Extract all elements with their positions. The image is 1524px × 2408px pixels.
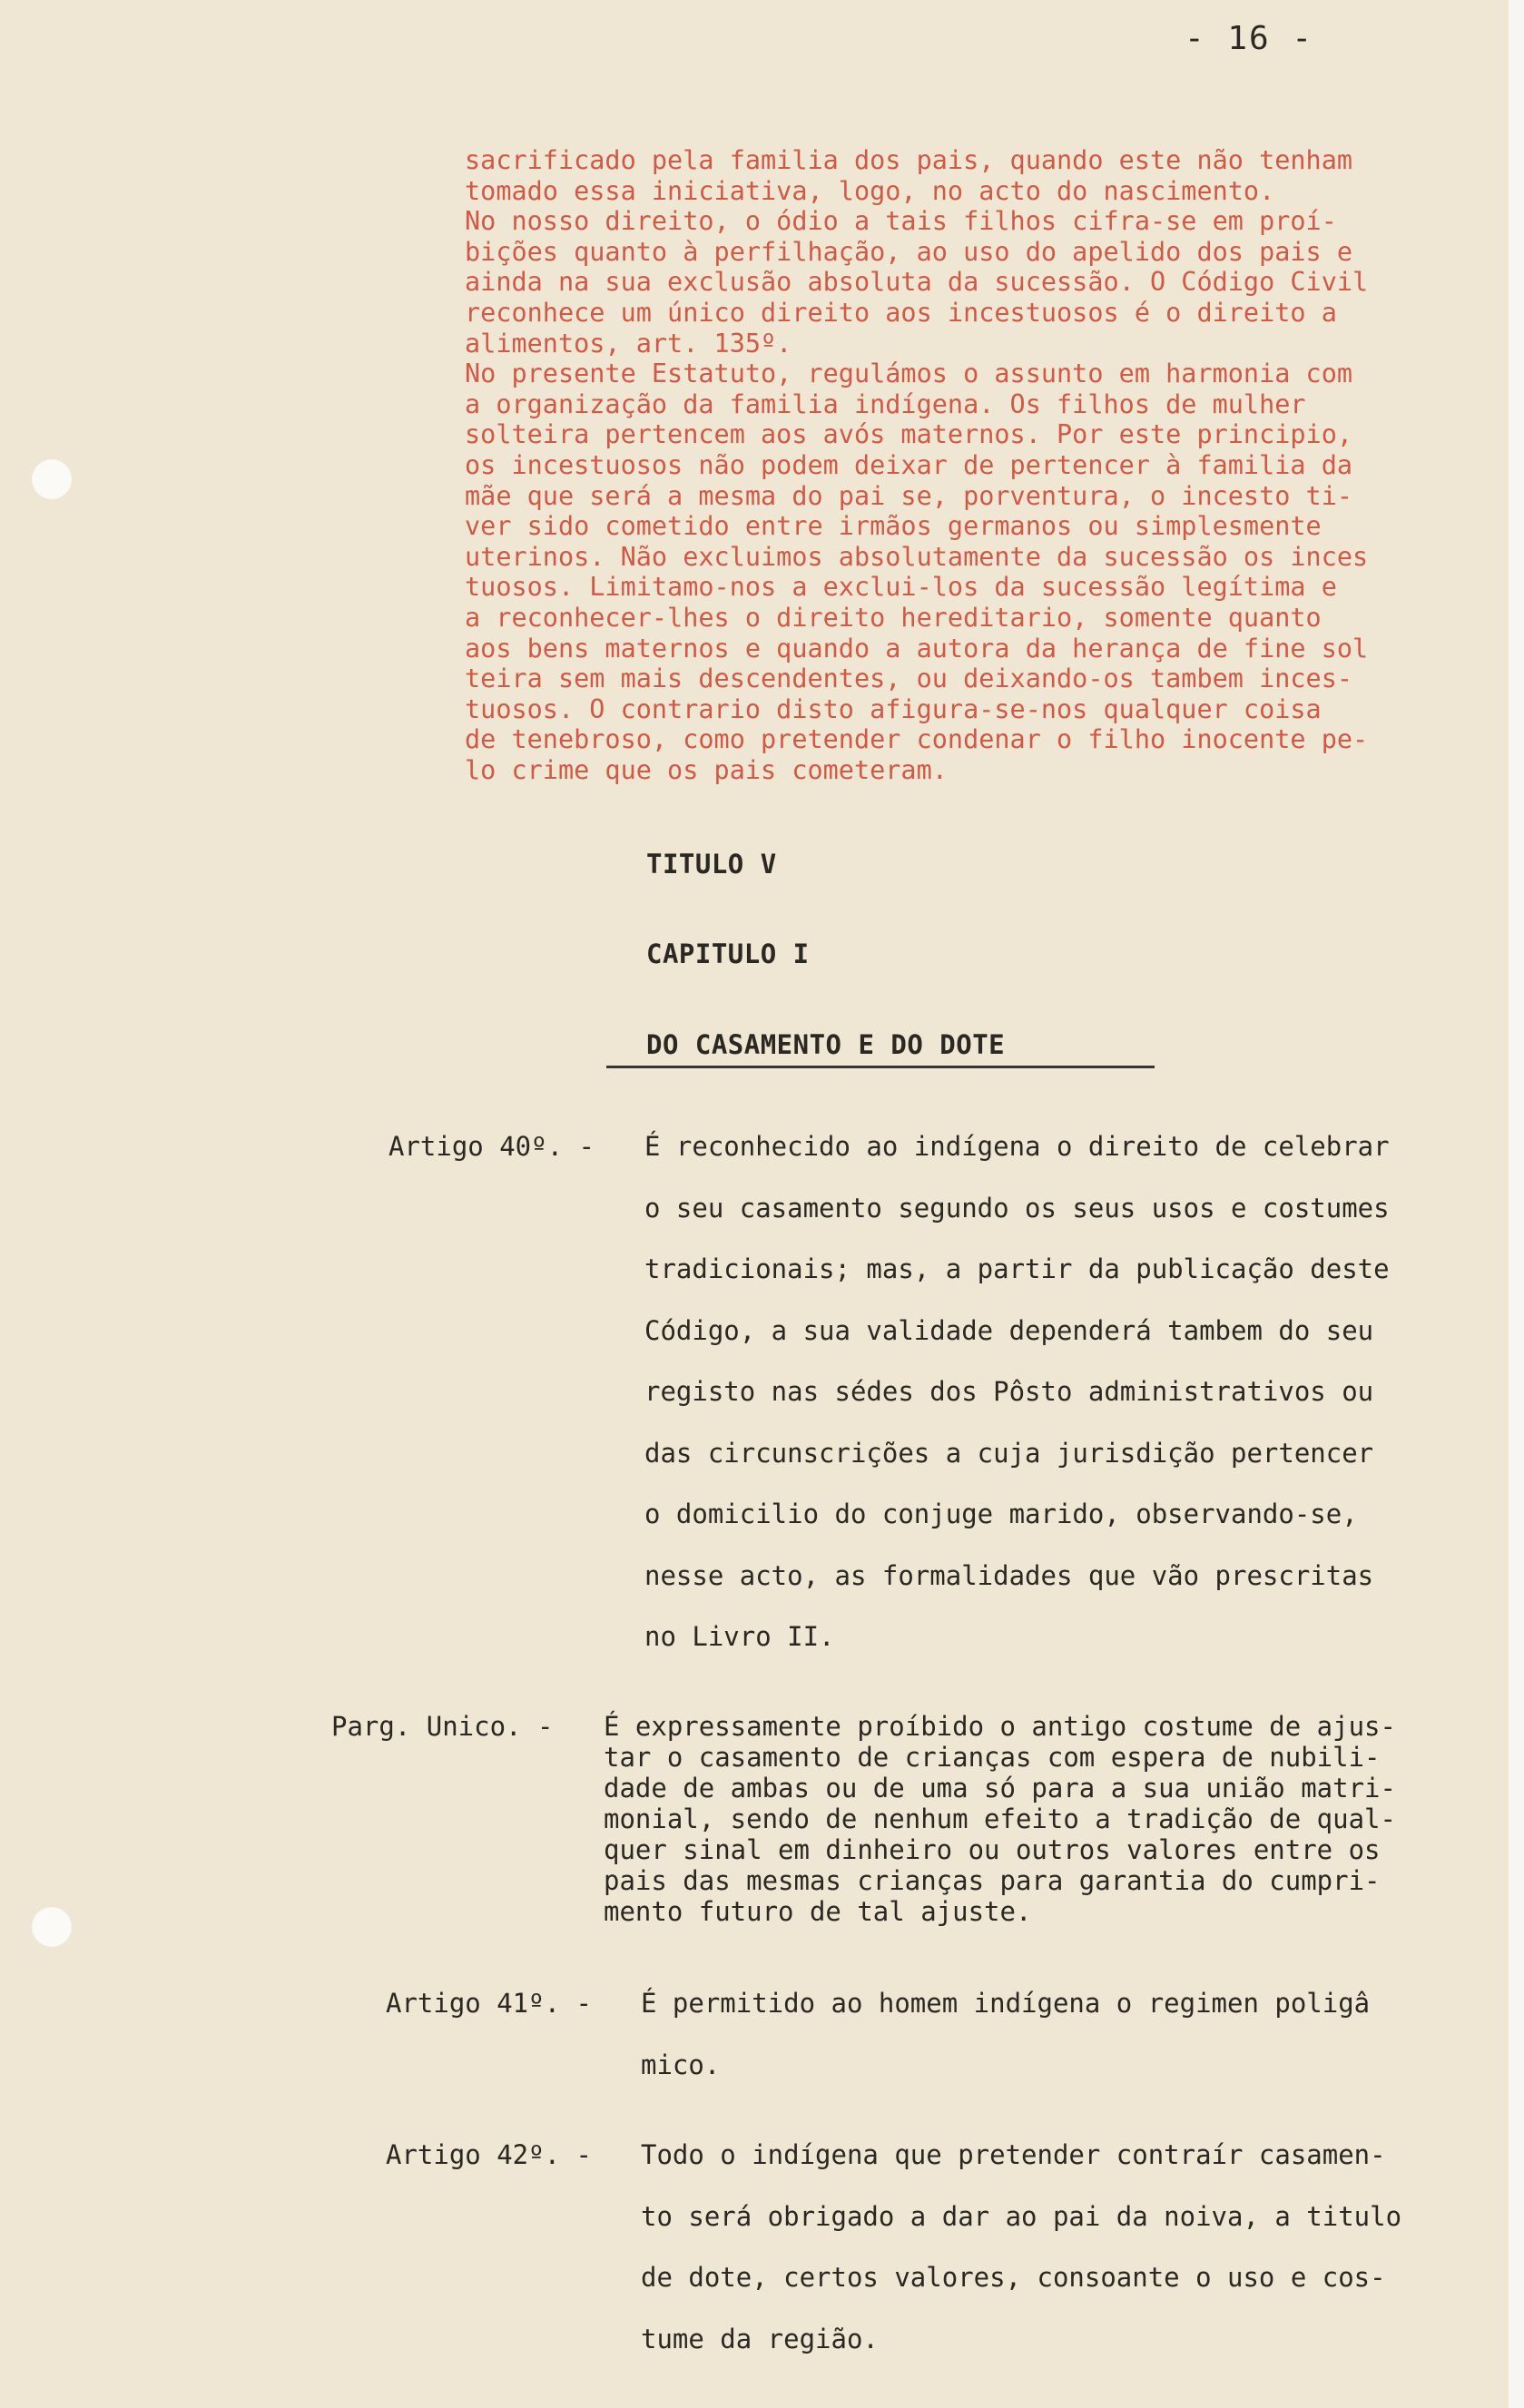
article-40-line: É reconhecido ao indígena o direito de celebrar — [644, 1131, 1390, 1162]
red-paragraph-line: aos bens maternos e quando a autora da herança de fine sol — [465, 633, 1369, 663]
heading-underline — [606, 1066, 1155, 1068]
red-paragraph-line: solteira pertencem aos avós maternos. Por este principio, — [465, 419, 1353, 450]
article-40-line: tradicionais; mas, a partir da publicação deste — [644, 1253, 1390, 1284]
paragraph-unico-line: dade de ambas ou de uma só para a sua união matri- — [604, 1773, 1396, 1804]
red-paragraph-line: bições quanto à perfilhação, ao uso do apelido dos pais e — [465, 236, 1353, 267]
article-42-label: Artigo 42º. - — [386, 2139, 592, 2170]
red-paragraph-line: No presente Estatuto, regulámos o assunto em harmonia com — [465, 359, 1353, 389]
article-41-line: É permitido ao homem indígena o regimen poligâ — [641, 1988, 1371, 2019]
red-paragraph-line: os incestuosos não podem deixar de pertencer à familia da — [465, 449, 1353, 480]
page-number: - 16 - — [1185, 20, 1314, 57]
article-40-line: o domicilio do conjuge marido, observando-se, — [644, 1499, 1358, 1529]
article-41-text — [641, 1988, 1512, 2110]
article-40-line: registo nas sédes dos Pôsto administrativos ou — [644, 1376, 1374, 1407]
red-paragraph-line: alimentos, art. 135º. — [465, 328, 792, 359]
red-paragraph-line: a organização da familia indígena. Os filhos de mulher — [465, 388, 1306, 419]
article-42-line: de dote, certos valores, consoante o uso e cos- — [641, 2262, 1386, 2293]
red-paragraph-line: ver sido cometido entre irmãos germanos ou simplesmente — [465, 511, 1322, 542]
red-paragraph-line: tuosos. O contrario disto afigura-se-nos qualquer coisa — [465, 693, 1322, 724]
chapter-subject-heading: DO CASAMENTO E DO DOTE — [646, 1029, 1006, 1060]
article-42-line: Todo o indígena que pretender contraír casamen- — [641, 2139, 1386, 2170]
paragraph-unico-line: monial, sendo de nenhum efeito a tradição de qual- — [604, 1804, 1396, 1834]
article-40-label: Artigo 40º. - — [388, 1131, 595, 1162]
article-40-text — [644, 1131, 1516, 1683]
red-paragraph-line: tomado essa iniciativa, logo, no acto do nascimento. — [465, 175, 1275, 206]
red-paragraph-line: reconhece um único direito aos incestuosos é o direito a — [465, 297, 1337, 328]
red-paragraph-line: de tenebroso, como pretender condenar o filho inocente pe- — [465, 724, 1369, 755]
red-paragraph-line: lo crime que os pais cometeram. — [465, 754, 948, 785]
article-40-line: nesse acto, as formalidades que vão prescritas — [644, 1559, 1374, 1591]
red-paragraph — [465, 145, 1518, 785]
article-40-line: das circunscrições a cuja jurisdição pertencer — [644, 1437, 1374, 1469]
article-40-line: no Livro II. — [644, 1621, 835, 1652]
article-40-line: Código, a sua validade dependerá tambem do seu — [644, 1314, 1374, 1346]
paragraph-unico-label: Parg. Unico. - — [331, 1711, 554, 1742]
red-paragraph-line: No nosso direito, o ódio a tais filhos cifra-se em proí- — [465, 206, 1337, 237]
red-paragraph-line: sacrificado pela familia dos pais, quando este não tenham — [465, 145, 1353, 175]
red-paragraph-line: uterinos. Não excluimos absolutamente da sucessão os inces — [465, 541, 1369, 572]
red-paragraph-line: tuosos. Limitamo-nos a exclui-los da sucessão legítima e — [465, 572, 1337, 603]
article-41-line: mico. — [641, 2049, 721, 2080]
red-paragraph-line: ainda na sua exclusão absoluta da sucessão. O Código Civil — [465, 267, 1369, 298]
article-41-label: Artigo 41º. - — [386, 1988, 592, 2019]
paragraph-unico-text — [604, 1711, 1511, 1927]
paragraph-unico-line: pais das mesmas crianças para garantia do cumpri- — [604, 1865, 1381, 1896]
article-42-text — [641, 2139, 1512, 2384]
article-42-line: to será obrigado a dar ao pai da noiva, a titulo — [641, 2200, 1402, 2232]
paragraph-unico-line: É expressamente proíbido o antigo costume de ajus- — [604, 1711, 1396, 1742]
paragraph-unico-line: tar o casamento de crianças com espera de nubili- — [604, 1742, 1381, 1773]
red-paragraph-line: teira sem mais descendentes, ou deixando-os tambem inces- — [465, 663, 1353, 694]
article-40-line: o seu casamento segundo os seus usos e costumes — [644, 1192, 1390, 1224]
paragraph-unico-line: mento futuro de tal ajuste. — [604, 1896, 1032, 1927]
punch-hole-top — [31, 458, 73, 500]
paragraph-unico-line: quer sinal em dinheiro ou outros valores entre os — [604, 1834, 1381, 1865]
article-42-line: tume da região. — [641, 2323, 879, 2354]
punch-hole-bottom — [31, 1906, 73, 1948]
chapter-heading: CAPITULO I — [646, 939, 810, 969]
red-paragraph-line: mãe que será a mesma do pai se, porventura, o incesto ti- — [465, 480, 1353, 511]
red-paragraph-line: a reconhecer-lhes o direito hereditario, somente quanto — [465, 602, 1322, 633]
title-heading: TITULO V — [646, 849, 777, 880]
